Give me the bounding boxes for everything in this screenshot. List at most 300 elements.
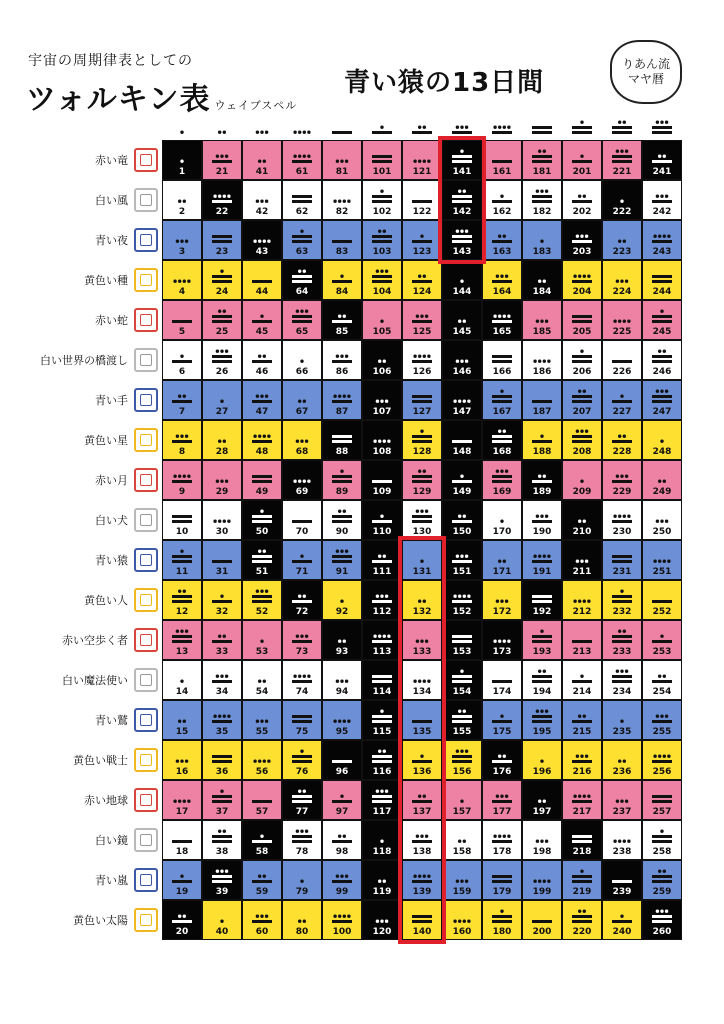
kin-cell-118[interactable] bbox=[362, 820, 402, 860]
kin-cell-106[interactable] bbox=[362, 340, 402, 380]
kin-number: 126 bbox=[412, 367, 432, 377]
kin-cell-192[interactable] bbox=[522, 580, 562, 620]
seal-row-label bbox=[0, 180, 158, 220]
kin-cell-116[interactable] bbox=[362, 740, 402, 780]
kin-cell-167[interactable] bbox=[482, 380, 522, 420]
kin-cell-239[interactable] bbox=[602, 860, 642, 900]
kin-cell-104[interactable] bbox=[362, 260, 402, 300]
kin-cell-79[interactable] bbox=[282, 860, 322, 900]
kin-cell-223[interactable] bbox=[602, 220, 642, 260]
kin-number: 233 bbox=[612, 647, 632, 657]
kin-cell-256[interactable] bbox=[642, 740, 682, 780]
kin-cell-103[interactable] bbox=[362, 220, 402, 260]
kin-cell-178[interactable] bbox=[482, 820, 522, 860]
kin-cell-143[interactable] bbox=[442, 220, 482, 260]
kin-cell-260[interactable] bbox=[642, 900, 682, 940]
kin-cell-69[interactable] bbox=[282, 460, 322, 500]
kin-cell-5[interactable] bbox=[162, 300, 202, 340]
kin-cell-57[interactable] bbox=[242, 780, 282, 820]
kin-cell-173[interactable] bbox=[482, 620, 522, 660]
kin-cell-245[interactable] bbox=[642, 300, 682, 340]
kin-cell-179[interactable] bbox=[482, 860, 522, 900]
tone-numeral bbox=[408, 381, 436, 405]
kin-cell-25[interactable] bbox=[202, 300, 242, 340]
kin-cell-64[interactable] bbox=[282, 260, 322, 300]
kin-cell-251[interactable] bbox=[642, 540, 682, 580]
kin-cell-80[interactable] bbox=[282, 900, 322, 940]
kin-cell-185[interactable] bbox=[522, 300, 562, 340]
kin-number: 149 bbox=[452, 487, 472, 497]
kin-cell-170[interactable] bbox=[482, 500, 522, 540]
kin-cell-112[interactable] bbox=[362, 580, 402, 620]
kin-cell-51[interactable] bbox=[242, 540, 282, 580]
tone-numeral bbox=[168, 421, 196, 445]
kin-cell-120[interactable] bbox=[362, 900, 402, 940]
kin-cell-145[interactable] bbox=[442, 300, 482, 340]
kin-cell-182[interactable] bbox=[522, 180, 562, 220]
kin-cell-93[interactable] bbox=[322, 620, 362, 660]
kin-cell-137[interactable] bbox=[402, 780, 442, 820]
kin-cell-198[interactable] bbox=[522, 820, 562, 860]
kin-cell-225[interactable] bbox=[602, 300, 642, 340]
kin-cell-224[interactable] bbox=[602, 260, 642, 300]
kin-cell-52[interactable] bbox=[242, 580, 282, 620]
kin-cell-21[interactable] bbox=[202, 140, 242, 180]
kin-cell-203[interactable] bbox=[562, 220, 602, 260]
kin-cell-99[interactable] bbox=[322, 860, 362, 900]
glyph-frame bbox=[140, 394, 152, 406]
kin-cell-113[interactable] bbox=[362, 620, 402, 660]
kin-cell-240[interactable] bbox=[602, 900, 642, 940]
kin-cell-91[interactable] bbox=[322, 540, 362, 580]
kin-cell-18[interactable] bbox=[162, 820, 202, 860]
kin-cell-72[interactable] bbox=[282, 580, 322, 620]
kin-cell-90[interactable] bbox=[322, 500, 362, 540]
kin-cell-85[interactable] bbox=[322, 300, 362, 340]
kin-cell-83[interactable] bbox=[322, 220, 362, 260]
kin-cell-6[interactable] bbox=[162, 340, 202, 380]
kin-cell-20[interactable] bbox=[162, 900, 202, 940]
kin-cell-75[interactable] bbox=[282, 700, 322, 740]
kin-cell-46[interactable] bbox=[242, 340, 282, 380]
kin-cell-210[interactable] bbox=[562, 500, 602, 540]
kin-cell-252[interactable] bbox=[642, 580, 682, 620]
kin-cell-30[interactable] bbox=[202, 500, 242, 540]
kin-cell-257[interactable] bbox=[642, 780, 682, 820]
kin-cell-164[interactable] bbox=[482, 260, 522, 300]
kin-cell-227[interactable] bbox=[602, 380, 642, 420]
kin-cell-186[interactable] bbox=[522, 340, 562, 380]
kin-cell-213[interactable] bbox=[562, 620, 602, 660]
kin-cell-232[interactable] bbox=[602, 580, 642, 620]
kin-cell-63[interactable] bbox=[282, 220, 322, 260]
kin-cell-81[interactable] bbox=[322, 140, 362, 180]
kin-cell-49[interactable] bbox=[242, 460, 282, 500]
kin-cell-209[interactable] bbox=[562, 460, 602, 500]
kin-cell-243[interactable] bbox=[642, 220, 682, 260]
kin-cell-96[interactable] bbox=[322, 740, 362, 780]
kin-cell-127[interactable] bbox=[402, 380, 442, 420]
kin-cell-37[interactable] bbox=[202, 780, 242, 820]
kin-cell-189[interactable] bbox=[522, 460, 562, 500]
kin-cell-147[interactable] bbox=[442, 380, 482, 420]
kin-cell-98[interactable] bbox=[322, 820, 362, 860]
kin-cell-8[interactable] bbox=[162, 420, 202, 460]
kin-cell-4[interactable] bbox=[162, 260, 202, 300]
kin-cell-190[interactable] bbox=[522, 500, 562, 540]
tone-numeral bbox=[408, 301, 436, 325]
kin-cell-38[interactable] bbox=[202, 820, 242, 860]
kin-cell-217[interactable] bbox=[562, 780, 602, 820]
kin-number: 79 bbox=[295, 887, 309, 897]
kin-cell-44[interactable] bbox=[242, 260, 282, 300]
kin-cell-132[interactable] bbox=[402, 580, 442, 620]
kin-cell-36[interactable] bbox=[202, 740, 242, 780]
kin-number: 154 bbox=[452, 687, 472, 697]
kin-cell-66[interactable] bbox=[282, 340, 322, 380]
kin-cell-133[interactable] bbox=[402, 620, 442, 660]
kin-cell-197[interactable] bbox=[522, 780, 562, 820]
kin-cell-107[interactable] bbox=[362, 380, 402, 420]
kin-cell-254[interactable] bbox=[642, 660, 682, 700]
kin-cell-82[interactable] bbox=[322, 180, 362, 220]
kin-cell-74[interactable] bbox=[282, 660, 322, 700]
kin-cell-10[interactable] bbox=[162, 500, 202, 540]
kin-cell-15[interactable] bbox=[162, 700, 202, 740]
kin-cell-12[interactable] bbox=[162, 580, 202, 620]
kin-cell-162[interactable] bbox=[482, 180, 522, 220]
kin-cell-159[interactable] bbox=[442, 860, 482, 900]
kin-cell-58[interactable] bbox=[242, 820, 282, 860]
kin-cell-54[interactable] bbox=[242, 660, 282, 700]
kin-cell-141[interactable] bbox=[442, 140, 482, 180]
kin-cell-7[interactable] bbox=[162, 380, 202, 420]
kin-cell-171[interactable] bbox=[482, 540, 522, 580]
tone-numeral bbox=[288, 541, 316, 565]
kin-cell-234[interactable] bbox=[602, 660, 642, 700]
kin-cell-9[interactable] bbox=[162, 460, 202, 500]
kin-cell-105[interactable] bbox=[362, 300, 402, 340]
kin-cell-169[interactable] bbox=[482, 460, 522, 500]
kin-cell-125[interactable] bbox=[402, 300, 442, 340]
kin-cell-100[interactable] bbox=[322, 900, 362, 940]
kin-cell-16[interactable] bbox=[162, 740, 202, 780]
kin-cell-195[interactable] bbox=[522, 700, 562, 740]
kin-cell-247[interactable] bbox=[642, 380, 682, 420]
kin-cell-207[interactable] bbox=[562, 380, 602, 420]
kin-cell-181[interactable] bbox=[522, 140, 562, 180]
kin-cell-176[interactable] bbox=[482, 740, 522, 780]
kin-cell-148[interactable] bbox=[442, 420, 482, 460]
kin-cell-14[interactable] bbox=[162, 660, 202, 700]
kin-cell-208[interactable] bbox=[562, 420, 602, 460]
kin-cell-89[interactable] bbox=[322, 460, 362, 500]
kin-cell-166[interactable] bbox=[482, 340, 522, 380]
kin-cell-139[interactable] bbox=[402, 860, 442, 900]
kin-cell-211[interactable] bbox=[562, 540, 602, 580]
kin-cell-42[interactable] bbox=[242, 180, 282, 220]
kin-cell-206[interactable] bbox=[562, 340, 602, 380]
kin-cell-149[interactable] bbox=[442, 460, 482, 500]
kin-cell-27[interactable] bbox=[202, 380, 242, 420]
kin-cell-204[interactable] bbox=[562, 260, 602, 300]
kin-number: 31 bbox=[215, 567, 229, 577]
kin-cell-219[interactable] bbox=[562, 860, 602, 900]
kin-cell-77[interactable] bbox=[282, 780, 322, 820]
kin-number: 161 bbox=[492, 167, 512, 177]
kin-cell-226[interactable] bbox=[602, 340, 642, 380]
kin-cell-109[interactable] bbox=[362, 460, 402, 500]
kin-cell-236[interactable] bbox=[602, 740, 642, 780]
kin-cell-94[interactable] bbox=[322, 660, 362, 700]
kin-cell-231[interactable] bbox=[602, 540, 642, 580]
kin-cell-78[interactable] bbox=[282, 820, 322, 860]
kin-cell-175[interactable] bbox=[482, 700, 522, 740]
kin-cell-222[interactable] bbox=[602, 180, 642, 220]
glyph-frame bbox=[140, 594, 152, 606]
kin-number: 75 bbox=[295, 727, 309, 737]
kin-cell-60[interactable] bbox=[242, 900, 282, 940]
kin-cell-220[interactable] bbox=[562, 900, 602, 940]
kin-cell-250[interactable] bbox=[642, 500, 682, 540]
kin-cell-41[interactable] bbox=[242, 140, 282, 180]
kin-cell-212[interactable] bbox=[562, 580, 602, 620]
kin-cell-71[interactable] bbox=[282, 540, 322, 580]
kin-cell-163[interactable] bbox=[482, 220, 522, 260]
kin-cell-117[interactable] bbox=[362, 780, 402, 820]
kin-cell-155[interactable] bbox=[442, 700, 482, 740]
glyph-frame bbox=[140, 634, 152, 646]
kin-cell-172[interactable] bbox=[482, 580, 522, 620]
kin-cell-168[interactable] bbox=[482, 420, 522, 460]
kin-cell-156[interactable] bbox=[442, 740, 482, 780]
kin-cell-259[interactable] bbox=[642, 860, 682, 900]
kin-cell-152[interactable] bbox=[442, 580, 482, 620]
tzolkin-grid bbox=[162, 140, 682, 940]
kin-cell-1[interactable] bbox=[162, 140, 202, 180]
kin-cell-76[interactable] bbox=[282, 740, 322, 780]
kin-cell-119[interactable] bbox=[362, 860, 402, 900]
kin-cell-110[interactable] bbox=[362, 500, 402, 540]
kin-cell-235[interactable] bbox=[602, 700, 642, 740]
kin-cell-122[interactable] bbox=[402, 180, 442, 220]
kin-cell-87[interactable] bbox=[322, 380, 362, 420]
kin-cell-228[interactable] bbox=[602, 420, 642, 460]
tone-numeral bbox=[408, 141, 436, 165]
kin-cell-253[interactable] bbox=[642, 620, 682, 660]
kin-cell-131[interactable] bbox=[402, 540, 442, 580]
kin-cell-61[interactable] bbox=[282, 140, 322, 180]
kin-cell-135[interactable] bbox=[402, 700, 442, 740]
kin-cell-157[interactable] bbox=[442, 780, 482, 820]
kin-cell-31[interactable] bbox=[202, 540, 242, 580]
kin-cell-123[interactable] bbox=[402, 220, 442, 260]
kin-cell-196[interactable] bbox=[522, 740, 562, 780]
kin-cell-95[interactable] bbox=[322, 700, 362, 740]
kin-cell-129[interactable] bbox=[402, 460, 442, 500]
kin-cell-201[interactable] bbox=[562, 140, 602, 180]
kin-cell-108[interactable] bbox=[362, 420, 402, 460]
kin-cell-233[interactable] bbox=[602, 620, 642, 660]
tone-numeral bbox=[568, 461, 596, 485]
kin-cell-177[interactable] bbox=[482, 780, 522, 820]
kin-cell-229[interactable] bbox=[602, 460, 642, 500]
kin-cell-40[interactable] bbox=[202, 900, 242, 940]
kin-number: 150 bbox=[452, 527, 472, 537]
kin-cell-55[interactable] bbox=[242, 700, 282, 740]
kin-number: 1 bbox=[178, 167, 186, 177]
kin-cell-70[interactable] bbox=[282, 500, 322, 540]
kin-cell-19[interactable] bbox=[162, 860, 202, 900]
kin-cell-154[interactable] bbox=[442, 660, 482, 700]
seal-row-label bbox=[0, 340, 158, 380]
kin-cell-146[interactable] bbox=[442, 340, 482, 380]
kin-cell-238[interactable] bbox=[602, 820, 642, 860]
kin-cell-205[interactable] bbox=[562, 300, 602, 340]
kin-cell-53[interactable] bbox=[242, 620, 282, 660]
kin-cell-184[interactable] bbox=[522, 260, 562, 300]
kin-cell-23[interactable] bbox=[202, 220, 242, 260]
kin-cell-218[interactable] bbox=[562, 820, 602, 860]
kin-cell-65[interactable] bbox=[282, 300, 322, 340]
kin-cell-188[interactable] bbox=[522, 420, 562, 460]
kin-cell-158[interactable] bbox=[442, 820, 482, 860]
tone-numeral bbox=[408, 181, 436, 205]
kin-cell-215[interactable] bbox=[562, 700, 602, 740]
kin-number: 20 bbox=[175, 927, 189, 937]
tone-numeral bbox=[488, 581, 516, 605]
kin-cell-136[interactable] bbox=[402, 740, 442, 780]
yellow-seed-icon bbox=[134, 268, 158, 292]
kin-cell-191[interactable] bbox=[522, 540, 562, 580]
kin-cell-84[interactable] bbox=[322, 260, 362, 300]
kin-cell-230[interactable] bbox=[602, 500, 642, 540]
red-moon-icon bbox=[134, 468, 158, 492]
kin-cell-86[interactable] bbox=[322, 340, 362, 380]
kin-cell-221[interactable] bbox=[602, 140, 642, 180]
kin-cell-214[interactable] bbox=[562, 660, 602, 700]
kin-cell-138[interactable] bbox=[402, 820, 442, 860]
kin-cell-97[interactable] bbox=[322, 780, 362, 820]
kin-number: 44 bbox=[255, 287, 269, 297]
kin-number: 249 bbox=[652, 487, 672, 497]
kin-cell-2[interactable] bbox=[162, 180, 202, 220]
blue-monkey-icon bbox=[134, 548, 158, 572]
kin-cell-153[interactable] bbox=[442, 620, 482, 660]
kin-cell-130[interactable] bbox=[402, 500, 442, 540]
kin-cell-3[interactable] bbox=[162, 220, 202, 260]
kin-cell-101[interactable] bbox=[362, 140, 402, 180]
kin-cell-180[interactable] bbox=[482, 900, 522, 940]
kin-cell-67[interactable] bbox=[282, 380, 322, 420]
kin-cell-134[interactable] bbox=[402, 660, 442, 700]
kin-cell-115[interactable] bbox=[362, 700, 402, 740]
kin-cell-13[interactable] bbox=[162, 620, 202, 660]
kin-cell-111[interactable] bbox=[362, 540, 402, 580]
seal-row-label bbox=[0, 900, 158, 940]
kin-cell-28[interactable] bbox=[202, 420, 242, 460]
kin-cell-88[interactable] bbox=[322, 420, 362, 460]
kin-cell-248[interactable] bbox=[642, 420, 682, 460]
kin-cell-24[interactable] bbox=[202, 260, 242, 300]
kin-cell-68[interactable] bbox=[282, 420, 322, 460]
kin-cell-11[interactable] bbox=[162, 540, 202, 580]
kin-cell-160[interactable] bbox=[442, 900, 482, 940]
kin-cell-59[interactable] bbox=[242, 860, 282, 900]
kin-cell-32[interactable] bbox=[202, 580, 242, 620]
tone-numeral bbox=[648, 141, 676, 165]
kin-cell-124[interactable] bbox=[402, 260, 442, 300]
kin-cell-26[interactable] bbox=[202, 340, 242, 380]
kin-cell-187[interactable] bbox=[522, 380, 562, 420]
kin-cell-255[interactable] bbox=[642, 700, 682, 740]
kin-cell-50[interactable] bbox=[242, 500, 282, 540]
kin-cell-128[interactable] bbox=[402, 420, 442, 460]
kin-cell-258[interactable] bbox=[642, 820, 682, 860]
kin-cell-126[interactable] bbox=[402, 340, 442, 380]
kin-number: 110 bbox=[372, 527, 392, 537]
kin-cell-33[interactable] bbox=[202, 620, 242, 660]
tone-numeral bbox=[448, 821, 476, 845]
kin-cell-199[interactable] bbox=[522, 860, 562, 900]
kin-cell-114[interactable] bbox=[362, 660, 402, 700]
kin-cell-48[interactable] bbox=[242, 420, 282, 460]
kin-cell-73[interactable] bbox=[282, 620, 322, 660]
kin-cell-22[interactable] bbox=[202, 180, 242, 220]
kin-cell-17[interactable] bbox=[162, 780, 202, 820]
kin-cell-193[interactable] bbox=[522, 620, 562, 660]
tone-numeral bbox=[328, 781, 356, 805]
tone-numeral bbox=[568, 381, 596, 405]
kin-cell-39[interactable] bbox=[202, 860, 242, 900]
kin-cell-200[interactable] bbox=[522, 900, 562, 940]
kin-cell-174[interactable] bbox=[482, 660, 522, 700]
kin-cell-244[interactable] bbox=[642, 260, 682, 300]
tone-numeral bbox=[648, 181, 676, 205]
kin-cell-140[interactable] bbox=[402, 900, 442, 940]
kin-cell-142[interactable] bbox=[442, 180, 482, 220]
kin-cell-246[interactable] bbox=[642, 340, 682, 380]
kin-cell-241[interactable] bbox=[642, 140, 682, 180]
kin-cell-216[interactable] bbox=[562, 740, 602, 780]
kin-cell-102[interactable] bbox=[362, 180, 402, 220]
kin-cell-183[interactable] bbox=[522, 220, 562, 260]
kin-cell-237[interactable] bbox=[602, 780, 642, 820]
kin-cell-35[interactable] bbox=[202, 700, 242, 740]
tone-numeral bbox=[448, 901, 476, 925]
kin-cell-249[interactable] bbox=[642, 460, 682, 500]
kin-cell-194[interactable] bbox=[522, 660, 562, 700]
kin-cell-202[interactable] bbox=[562, 180, 602, 220]
kin-cell-47[interactable] bbox=[242, 380, 282, 420]
kin-cell-242[interactable] bbox=[642, 180, 682, 220]
seal-name: 黄色い星 bbox=[84, 434, 128, 447]
kin-cell-165[interactable] bbox=[482, 300, 522, 340]
kin-cell-92[interactable] bbox=[322, 580, 362, 620]
kin-cell-43[interactable] bbox=[242, 220, 282, 260]
tone-numeral bbox=[328, 341, 356, 365]
kin-cell-151[interactable] bbox=[442, 540, 482, 580]
kin-cell-150[interactable] bbox=[442, 500, 482, 540]
kin-cell-45[interactable] bbox=[242, 300, 282, 340]
kin-cell-34[interactable] bbox=[202, 660, 242, 700]
kin-cell-144[interactable] bbox=[442, 260, 482, 300]
kin-cell-29[interactable] bbox=[202, 460, 242, 500]
kin-cell-62[interactable] bbox=[282, 180, 322, 220]
kin-cell-56[interactable] bbox=[242, 740, 282, 780]
kin-cell-161[interactable] bbox=[482, 140, 522, 180]
kin-cell-121[interactable] bbox=[402, 140, 442, 180]
